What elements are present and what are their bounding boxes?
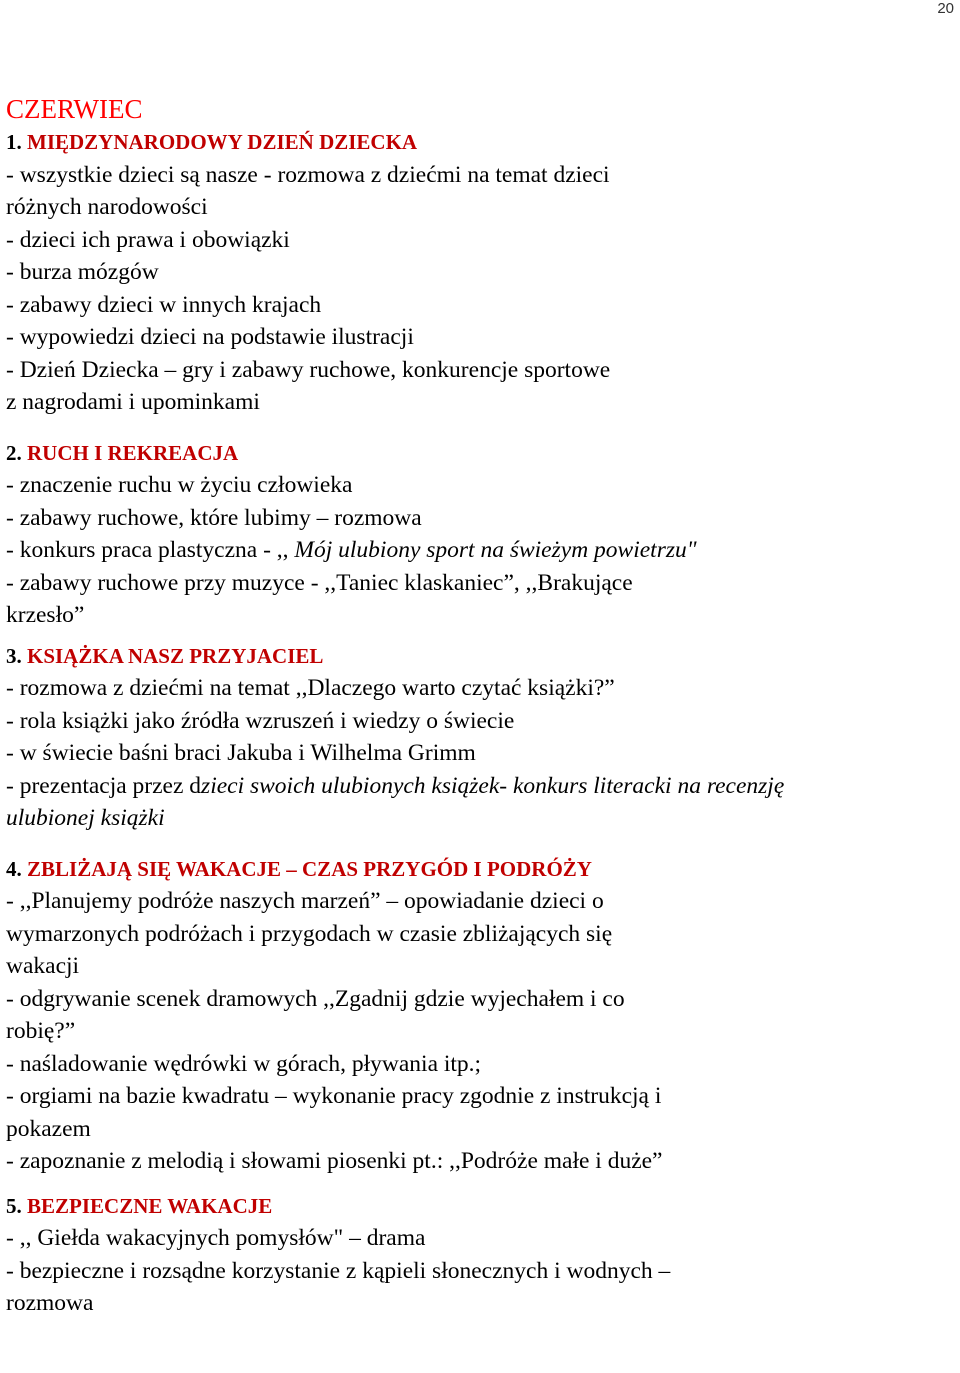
list-item	[6, 770, 954, 803]
section-number: 2.	[6, 440, 22, 465]
section-heading	[6, 126, 954, 159]
list-item: - znaczenie ruchu w życiu człowieka	[6, 472, 353, 498]
section-4	[6, 853, 954, 1178]
list-item: - ,, Giełda wakacyjnych pomysłów" – drama	[6, 1225, 426, 1251]
spacer	[6, 835, 954, 853]
section-heading	[6, 437, 954, 470]
section-number: 3.	[6, 643, 22, 668]
list-item: rozmowa	[6, 1290, 94, 1316]
spacer	[6, 1178, 954, 1190]
section-title: ZBLIŻAJĄ SIĘ WAKACJE – CZAS PRZYGÓD I PODRÓŻY	[27, 856, 592, 881]
section-heading	[6, 640, 954, 673]
list-item: - ,,Planujemy podróże naszych marzeń” – opowiadanie dzieci o	[6, 888, 604, 914]
section-title: MIĘDZYNARODOWY DZIEŃ DZIECKA	[27, 130, 418, 154]
list-item: z nagrodami i upominkami	[6, 389, 260, 415]
list-item: - orgiami na bazie kwadratu – wykonanie pracy zgodnie z instrukcją i	[6, 1083, 662, 1109]
list-item-prefix: - konkurs praca plastyczna - ,,	[6, 537, 295, 563]
section-title: BEZPIECZNE WAKACJE	[27, 1193, 273, 1218]
section-5	[6, 1190, 954, 1320]
list-item: - bezpieczne i rozsądne korzystanie z kąpieli słonecznych i wodnych –	[6, 1257, 671, 1284]
list-item-italic: zieci swoich ulubionych książek- konkurs literacki na recenzję	[201, 772, 785, 799]
list-item: - zabawy ruchowe, które lubimy – rozmowa	[6, 504, 422, 531]
list-item: - rola książki jako źródła wzruszeń i wiedzy o świecie	[6, 707, 515, 734]
list-item: - odgrywanie scenek dramowych ,,Zgadnij gdzie wyjechałem i co	[6, 985, 625, 1012]
list-item: różnych narodowości	[6, 194, 208, 220]
spacer	[6, 419, 954, 437]
list-item: - wypowiedzi dzieci na podstawie ilustracji	[6, 324, 414, 350]
list-item-italic: ulubionej książki	[6, 805, 165, 831]
section-heading	[6, 853, 954, 886]
section-title: KSIĄŻKA NASZ PRZYJACIEL	[27, 643, 324, 668]
page-number: 20	[937, 0, 954, 17]
section-3	[6, 640, 954, 835]
list-item: - burza mózgów	[6, 259, 159, 285]
list-item: - wszystkie dzieci są nasze - rozmowa z dziećmi na temat dzieci	[6, 161, 610, 188]
list-item	[6, 534, 954, 567]
section-title: RUCH I REKREACJA	[27, 440, 239, 465]
document-body	[6, 92, 954, 1320]
section-heading	[6, 1190, 954, 1223]
section-1	[6, 126, 954, 419]
month-title: CZERWIEC	[6, 94, 143, 124]
list-item: robię?”	[6, 1018, 76, 1044]
list-item: - dzieci ich prawa i obowiązki	[6, 226, 290, 253]
list-item	[6, 802, 954, 835]
list-item: - zabawy ruchowe przy muzyce - ,,Taniec klaskaniec”, ,,Brakujące	[6, 569, 633, 596]
section-number: 4.	[6, 856, 22, 881]
section-2	[6, 437, 954, 632]
section-number: 5.	[6, 1193, 22, 1218]
list-item-italic: Mój ulubiony sport na świeżym powietrzu"	[294, 537, 697, 563]
list-item: - zabawy dzieci w innych krajach	[6, 291, 322, 318]
list-item: pokazem	[6, 1115, 91, 1142]
list-item: - zapoznanie z melodią i słowami piosenki pt.: ,,Podróże małe i duże”	[6, 1148, 663, 1174]
list-item: - Dzień Dziecka – gry i zabawy ruchowe, konkurencje sportowe	[6, 356, 611, 383]
section-number: 1.	[6, 130, 22, 154]
list-item: krzesło”	[6, 602, 85, 628]
list-item: wymarzonych podróżach i przygodach w czasie zbliżających się	[6, 920, 613, 947]
list-item: - naśladowanie wędrówki w górach, pływania itp.;	[6, 1050, 482, 1077]
list-item-prefix: - prezentacja przez d	[6, 772, 202, 799]
spacer	[6, 632, 954, 640]
list-item: - w świecie baśni braci Jakuba i Wilhelma Grimm	[6, 740, 476, 766]
list-item: - rozmowa z dziećmi na temat ,,Dlaczego warto czytać książki?”	[6, 675, 615, 701]
list-item: wakacji	[6, 953, 80, 979]
